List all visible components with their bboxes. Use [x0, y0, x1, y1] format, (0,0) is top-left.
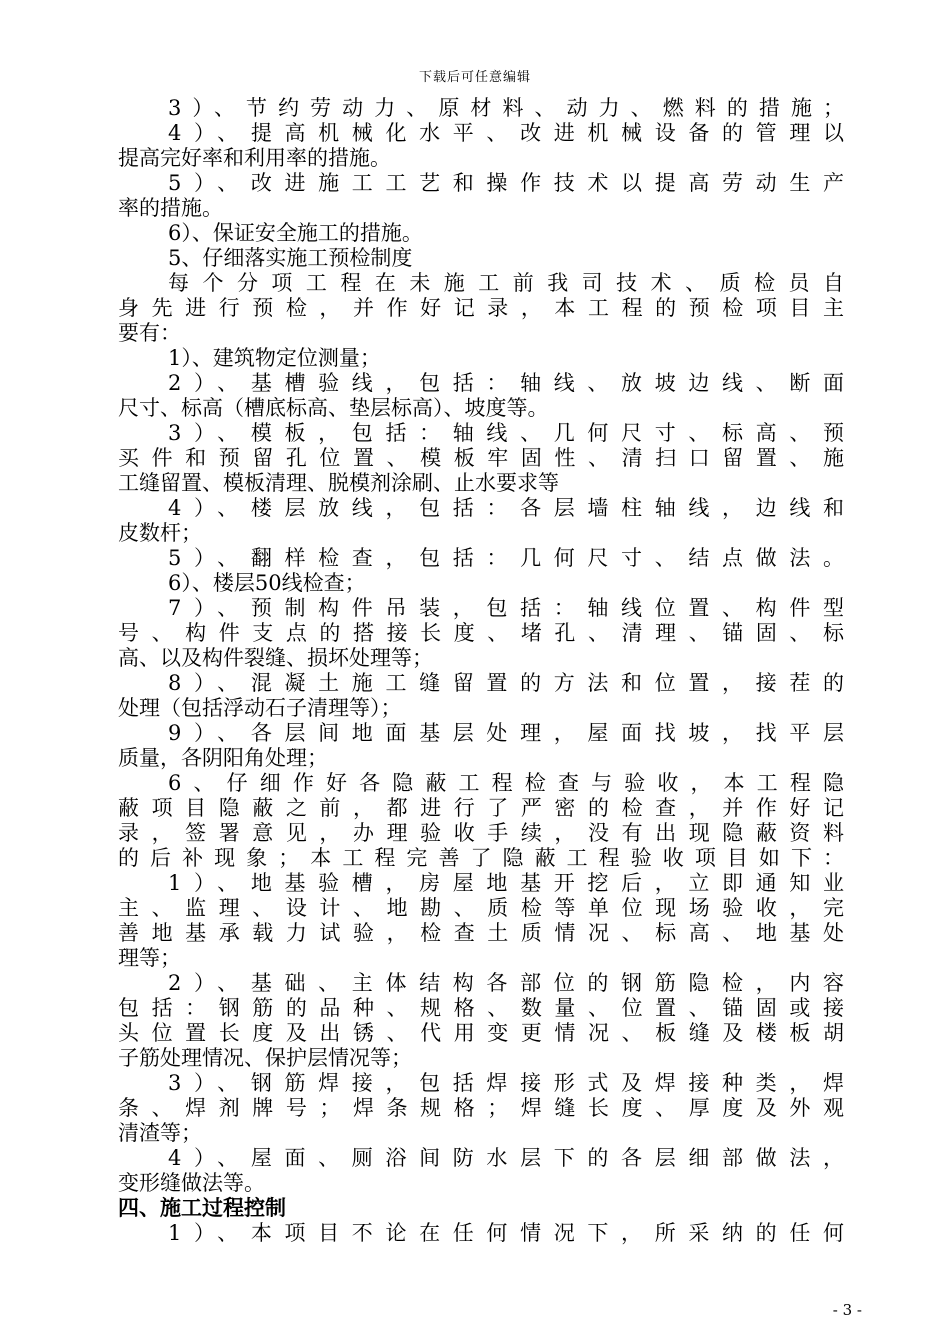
page-header: 下载后可任意编辑 — [418, 70, 531, 85]
text-line: 头位置长度及出锈、代用变更情况、板缝及楼板胡 — [118, 1021, 844, 1045]
text-line: 4）、楼层放线，包括：各层墙柱轴线，边线和 — [168, 496, 844, 520]
text-line: 清渣等； — [118, 1121, 202, 1145]
text-line: 号、构件支点的搭接长度、堵孔、清理、锚固、标 — [118, 621, 844, 645]
text-line: 率的措施。 — [118, 196, 223, 220]
text-line: 1）、建筑物定位测量； — [168, 346, 381, 370]
text-line: 变形缝做法等。 — [118, 1171, 265, 1195]
section-heading: 四、施工过程控制 — [118, 1196, 286, 1220]
text-line: 身先进行预检，并作好记录，本工程的预检项目主 — [118, 296, 844, 320]
text-line: 子筋处理情况、保护层情况等； — [118, 1046, 412, 1070]
text-line: 8）、混凝土施工缝留置的方法和位置，接茬的 — [168, 671, 844, 695]
text-line: 蔽项目隐蔽之前，都进行了严密的检查，并作好记 — [118, 796, 844, 820]
text-line: 3）、钢筋焊接，包括焊接形式及焊接种类，焊 — [168, 1071, 844, 1095]
text-line: 善地基承载力试验，检查土质情况、标高、地基处 — [118, 921, 844, 945]
text-line: 6）、保证安全施工的措施。 — [168, 221, 423, 245]
document-body — [118, 96, 844, 1246]
text-line: 处理（包括浮动石子清理等）； — [118, 696, 402, 720]
text-line: 3）、节约劳动力、原材料、动力、燃料的措施； — [168, 96, 844, 120]
text-line: 1）、本项目不论在任何情况下，所采纳的任何 — [168, 1221, 844, 1245]
text-line: 2）、基础、主体结构各部位的钢筋隐检，内容 — [168, 971, 844, 995]
text-line: 5、仔细落实施工预检制度 — [168, 246, 413, 270]
text-line: 每个分项工程在未施工前我司技术、质检员自 — [168, 271, 844, 295]
text-line: 理等； — [118, 946, 181, 970]
text-line: 质量，各阴阳角处理； — [118, 746, 328, 770]
text-line: 买件和预留孔位置、模板牢固性、清扫口留置、施 — [118, 446, 844, 470]
text-line: 皮数杆； — [118, 521, 202, 545]
text-line: 3）、模板，包括：轴线、几何尺寸、标高、预 — [168, 421, 844, 445]
text-line: 5）、翻样检查，包括：几何尺寸、结点做法。 — [168, 546, 844, 570]
text-line: 条、焊剂牌号；焊条规格；焊缝长度、厚度及外观 — [118, 1096, 844, 1120]
text-line: 7）、预制构件吊装，包括：轴线位置、构件型 — [168, 596, 844, 620]
text-line: 6）、楼层50线检查； — [168, 571, 366, 595]
text-line: 提高完好率和利用率的措施。 — [118, 146, 391, 170]
text-line: 2）、基槽验线，包括：轴线、放坡边线、断面 — [168, 371, 844, 395]
text-line: 高、以及构件裂缝、损坏处理等； — [118, 646, 433, 670]
page-number: - 3 - — [832, 1301, 862, 1319]
text-line: 6、仔细作好各隐蔽工程检查与验收，本工程隐 — [168, 771, 844, 795]
text-line: 主、监理、设计、地勘、质检等单位现场验收，完 — [118, 896, 844, 920]
text-line: 工缝留置、模板清理、脱模剂涂刷、止水要求等 — [118, 471, 559, 495]
text-line: 的后补现象；本工程完善了隐蔽工程验收项目如下： — [118, 846, 844, 870]
text-line: 录，签署意见，办理验收手续，没有出现隐蔽资料 — [118, 821, 844, 845]
text-line: 要有： — [118, 321, 181, 345]
text-line: 5）、改进施工工艺和操作技术以提高劳动生产 — [168, 171, 844, 195]
text-line: 1）、地基验槽，房屋地基开挖后，立即通知业 — [168, 871, 844, 895]
text-line: 4）、屋面、厕浴间防水层下的各层细部做法， — [168, 1146, 844, 1170]
text-line: 包括：钢筋的品种、规格、数量、位置、锚固或接 — [118, 996, 844, 1020]
text-line: 9）、各层间地面基层处理，屋面找坡，找平层 — [168, 721, 844, 745]
text-line: 4）、提高机械化水平、改进机械设备的管理以 — [168, 121, 844, 145]
text-line: 尺寸、标高（槽底标高、垫层标高）、坡度等。 — [118, 396, 549, 420]
